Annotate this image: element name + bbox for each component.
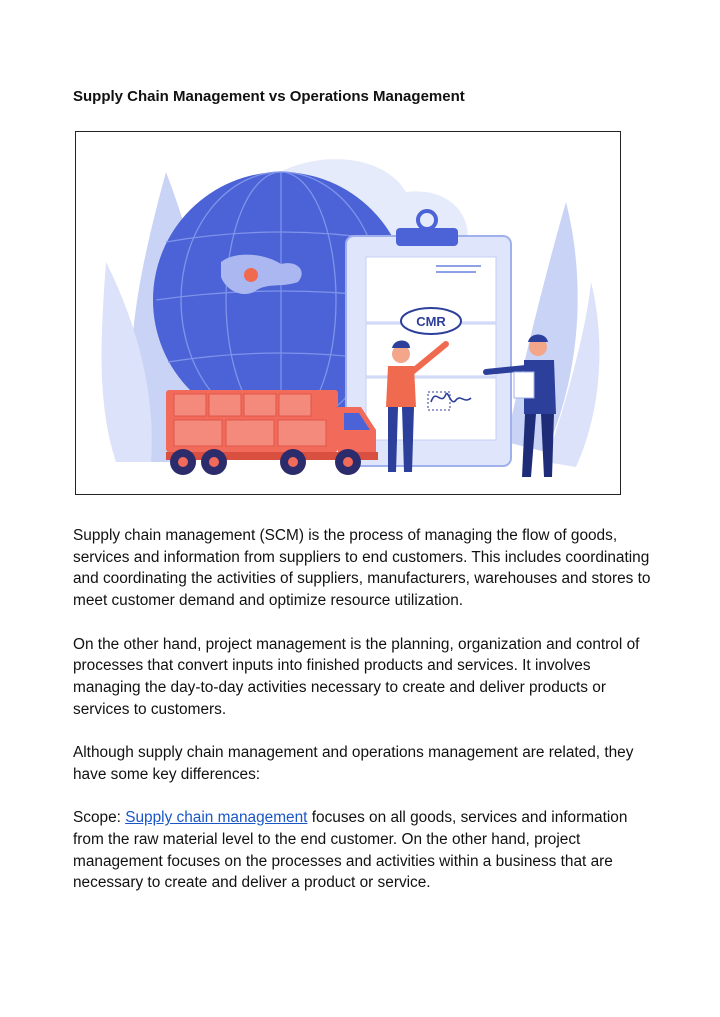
illustration-svg bbox=[76, 132, 621, 495]
paragraph-project-management: On the other hand, project management is the planning, organization and control of processes that convert inputs into finished products and services. It involves managing the day-to-day activities necessary to create and deliver products or services to customers. bbox=[73, 635, 640, 718]
paragraph-differences-intro: Although supply chain management and operations management are related, they have some key differences: bbox=[73, 744, 634, 783]
scope-text: focuses on all goods, services and information from the raw material level to the end customer. On the other hand, project management focuses on the processes and activities within a business that are necessary to create and deliver a product or service. bbox=[73, 809, 628, 892]
article-body bbox=[73, 525, 653, 916]
supply-chain-management-link[interactable]: Supply chain management bbox=[125, 809, 308, 827]
page-title: Supply Chain Management vs Operations Management bbox=[73, 88, 465, 105]
supply-chain-illustration bbox=[75, 131, 621, 495]
scope-label: Scope: bbox=[73, 809, 121, 827]
location-dot bbox=[244, 268, 258, 282]
cargo-boxes bbox=[174, 394, 326, 446]
clipboard-sheet bbox=[366, 257, 496, 440]
paragraph-scope bbox=[73, 807, 653, 894]
cmr-badge-label: CMR bbox=[416, 314, 446, 329]
paragraph-scm-definition: Supply chain management (SCM) is the process of managing the flow of goods, services and information from suppliers to end customers. This includes coordinating and coordinating the activities of suppliers, manufacturers, warehouses and stores to meet customer demand and optimize resource utilization. bbox=[73, 527, 651, 610]
